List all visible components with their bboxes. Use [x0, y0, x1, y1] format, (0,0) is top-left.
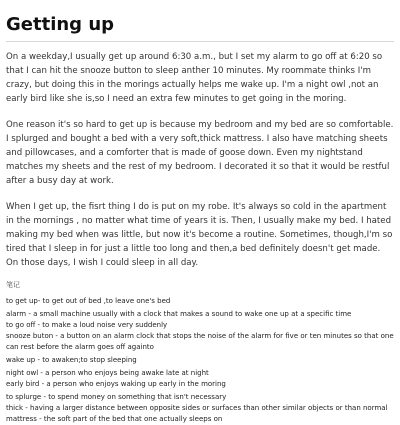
article-title: Getting up [6, 0, 394, 42]
vocabulary-item: mattress - the soft part of the bed that one actually sleeps on [6, 415, 223, 423]
notes-heading: 笔记 [6, 281, 20, 289]
article-paragraph: One reason it's so hard to get up is because my bedroom and my bed are so comfortable. I splurged and bought a bed with a very soft,thick mattress. I also have matching sheets and pillowcases, and a comforter that is made of goose down. Even my nightstand matches my sheets and the rest of my bedroom. I decorated it so that it would be restful after a busy day at work. [6, 120, 394, 186]
vocabulary-item: to go off - to make a loud noise very suddenly [6, 321, 168, 329]
vocabulary-item: thick - having a larger distance between opposite sides or surfaces than other similar objects or than normal [6, 404, 388, 412]
vocabulary-item: to splurge - to spend money on something that isn't necessary [6, 393, 227, 401]
vocabulary-item: wake up - to awaken;to stop sleeping [6, 356, 137, 364]
vocabulary-item: early bird - a person who enjoys waking up early in the moring [6, 380, 226, 388]
article-paragraph: When I get up, the fisrt thing I do is put on my robe. It's always so cold in the apartment in the mornings , no matter what time of years it is. Then, I usually make my bed. I hated making my bed when was little, but now it's become a routine. Sometimes, though,I'm so tired that I sleep in for just a little too long and then,a bed definitely doesn't get made. On those days, I wish I could sleep in all day. [6, 202, 393, 268]
vocabulary-list [6, 296, 394, 425]
vocabulary-item: night owl - a person who enjoys being awake late at night [6, 369, 209, 377]
vocabulary-item: to get up- to get out of bed ,to leave one's bed [6, 297, 171, 305]
vocabulary-item: alarm - a small machine usually with a clock that makes a sound to wake one up at a specific time [6, 310, 352, 318]
vocabulary-item: snooze buton - a button on an alarm clock that stops the noise of the alarm for five or ten minutes so that one can rest before the alarm goes off againto [6, 332, 394, 351]
article-paragraph: On a weekday,I usually get up around 6:30 a.m., but I set my alarm to go off at 6:20 so that I can hit the snooze button to sleep anther 10 minutes. My roommate thinks I'm crazy, but doing this in the morings actually helps me wake up. I'm a night owl ,not an early bird like she is,so I need an extra few minutes to get going in the moring. [6, 52, 383, 104]
